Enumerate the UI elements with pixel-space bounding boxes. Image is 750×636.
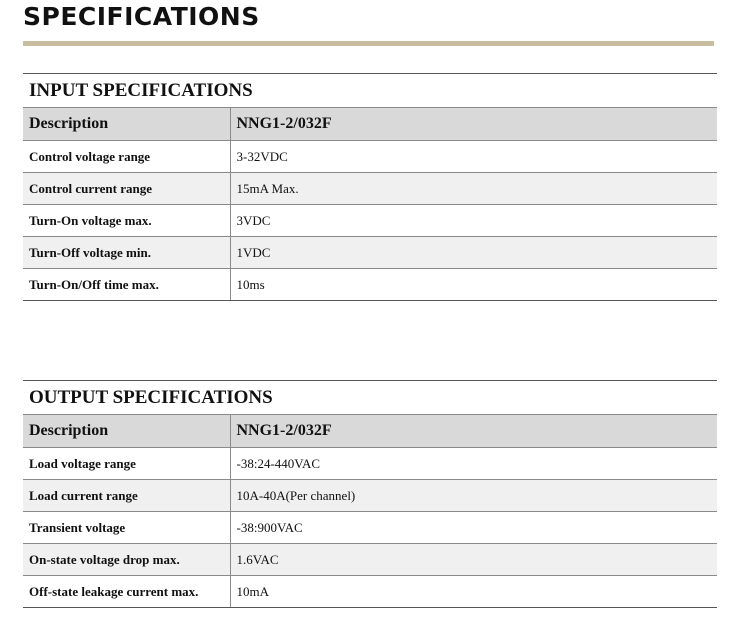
table-row [23,237,717,269]
table-row [23,544,717,576]
spec-value: 10A-40A(Per channel) [230,480,717,512]
spec-value: 1VDC [230,237,717,269]
table-row [23,576,717,608]
spec-label: Off-state leakage current max. [23,576,230,608]
input-section-title: INPUT SPECIFICATIONS [23,73,717,107]
spec-label: Turn-On voltage max. [23,205,230,237]
spec-value: 3-32VDC [230,141,717,173]
input-specifications-section [23,73,717,301]
header-model: NNG1-2/032F [230,415,717,448]
spec-value: -38:24-440VAC [230,448,717,480]
table-header-row [23,108,717,141]
output-specifications-section [23,380,717,608]
spec-label: Control current range [23,173,230,205]
table-row [23,141,717,173]
title-rule [23,41,714,46]
table-header-row [23,415,717,448]
spec-value: 3VDC [230,205,717,237]
table-row [23,512,717,544]
spec-value: 10mA [230,576,717,608]
output-spec-table [23,414,717,608]
spec-label: Turn-On/Off time max. [23,269,230,301]
table-row [23,480,717,512]
spec-label: Turn-Off voltage min. [23,237,230,269]
spec-label: Transient voltage [23,512,230,544]
header-model: NNG1-2/032F [230,108,717,141]
spec-value: 15mA Max. [230,173,717,205]
spec-label: Control voltage range [23,141,230,173]
spec-label: Load current range [23,480,230,512]
page-title: SPECIFICATIONS [23,2,260,31]
spec-label: On-state voltage drop max. [23,544,230,576]
output-section-title: OUTPUT SPECIFICATIONS [23,380,717,414]
spec-value: 1.6VAC [230,544,717,576]
table-row [23,205,717,237]
table-row [23,269,717,301]
header-description: Description [23,108,230,141]
header-description: Description [23,415,230,448]
spec-label: Load voltage range [23,448,230,480]
table-row [23,448,717,480]
spec-value: 10ms [230,269,717,301]
spec-value: -38:900VAC [230,512,717,544]
table-row [23,173,717,205]
input-spec-table [23,107,717,301]
